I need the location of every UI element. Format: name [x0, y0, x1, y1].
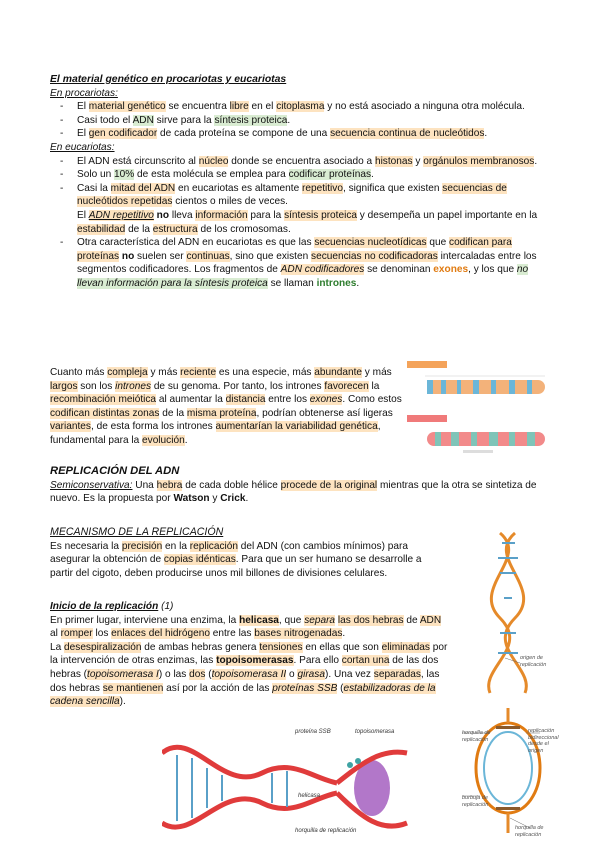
procariotas-label: En procariotas:	[50, 87, 118, 99]
list-item: - Casi la mitad del ADN en eucariotas es altamente repetitivo, significa que existen secuencias de nucleótidos repetidas cientos o miles de veces. El ADN repetitivo no lleva información para la síntesis proteica y desempeña un papel importante en la estabilidad de la estructura de los cromosomas.	[50, 182, 555, 236]
helicase-diagram	[162, 723, 412, 848]
section-inicio: Inicio de la replicación (1) En primer lugar, interviene una enzima, la helicasa, que separa las dos hebras de ADN al romper los enlaces del hidrógeno entre las bases nitrogenadas. La desespiralización de ambas hebras genera tensiones en ellas que son eliminadas por la intervención de otras enzimas, las topoisomerasas. Para ello cortan una de las dos hebras (topoisomerasa I) o las dos (topoisomerasa II o girasa). Una vez separadas, las dos hebras se mantienen así por la acción de las proteínas SSB (estabilizadoras de la cadena sencilla).	[50, 600, 450, 709]
list-item: - Solo un 10% de esta molécula se emplea para codificar proteínas.	[50, 168, 555, 182]
section-material-genetico	[50, 73, 555, 291]
figure-label: burbuja de replicación	[462, 795, 489, 808]
figure-label: horquilla de replicación	[462, 730, 491, 743]
figure-label: horquilla de replicación	[515, 825, 544, 838]
eucariotas-label: En eucariotas:	[50, 141, 115, 153]
list-item: - Casi todo el ADN sirve para la síntesis proteica.	[50, 114, 555, 128]
replication-bubble-diagram	[460, 528, 555, 838]
section-title: El material genético en procariotas y eucariotas	[50, 74, 287, 85]
figure-label: helicasa	[298, 793, 321, 799]
figure-label: topoisomerasa	[355, 729, 395, 735]
list-item: - El gen codificador de cada proteína se compone de una secuencia continua de nucleótidos.	[50, 127, 555, 141]
figure-label: horquilla de replicación	[295, 828, 357, 834]
paragraph-mecanismo: Es necesaria la precisión en la replicación del ADN (con cambios mínimos) para asegurar la obtención de copias idénticas. Para que un ser humano se desarrolle a partir del cigoto, deben producirse unos mil billones de divisiones celulares.	[50, 540, 422, 579]
figure-label: origen de replicación	[520, 655, 547, 668]
section-replicacion	[50, 465, 555, 506]
figure-label: replicación bidireccional desde el origen	[528, 728, 559, 754]
gene-diagram	[405, 358, 555, 463]
heading-mecanismo: MECANISMO DE LA REPLICACIÓN	[50, 526, 224, 538]
heading-replicacion: REPLICACIÓN DEL ADN	[50, 465, 180, 477]
paragraph-inicio: En primer lugar, interviene una enzima, la helicasa, que separa las dos hebras de ADN al romper los enlaces del hidrógeno entre las bases nitrogenadas. La desespiralización de ambas hebras genera tensiones en ellas que son eliminadas por la intervención de otras enzimas, las topoisomerasas. Para ello cortan una de las dos hebras (topoisomerasa I) o las dos (topoisomerasa II o girasa). Una vez separadas, las dos hebras se mantienen así por la acción de las proteínas SSB (estabilizadoras de la cadena sencilla).	[50, 614, 448, 708]
list-item: - El material genético se encuentra libre en el citoplasma y no está asociado a ninguna otra molécula.	[50, 100, 555, 114]
paragraph-intrones: Cuanto más compleja y más reciente es una especie, más abundante y más largos son los intrones de su genoma. Por tanto, los intrones favorecen la recombinación meiótica al aumentar la distancia entre los exones. Como estos codifican distintas zonas de la misma proteína, podrían obtenerse así ligeras variantes, de esta forma los intrones aumentarían la variabilidad genética, fundamental para la evolución.	[50, 367, 402, 446]
heading-inicio: Inicio de la replicación	[50, 601, 159, 612]
figure-label: proteína SSB	[295, 729, 331, 735]
list-item: - Otra característica del ADN en eucariotas es que las secuencias nucleotídicas que codifican para proteínas no suelen ser continuas, sino que existen secuencias no codificadoras intercaladas entre los segmentos codificadores. Los fragmentos de ADN codificadores se denominan exones, y los que no llevan información para la síntesis proteica se llaman intrones.	[50, 236, 555, 290]
paragraph-semiconservativa: Semiconservativa: Una hebra de cada doble hélice procede de la original mientras que la otra se sintetiza de nuevo. Es la propuesta por Watson y Crick.	[50, 479, 537, 505]
label-tag	[407, 415, 447, 422]
procariotas-list	[50, 100, 555, 141]
section-mecanismo	[50, 526, 422, 580]
label-tag	[407, 361, 447, 368]
list-item: - El ADN está circunscrito al núcleo donde se encuentra asociado a histonas y orgánulos membranosos.	[50, 155, 555, 169]
eucariotas-list	[50, 155, 555, 291]
